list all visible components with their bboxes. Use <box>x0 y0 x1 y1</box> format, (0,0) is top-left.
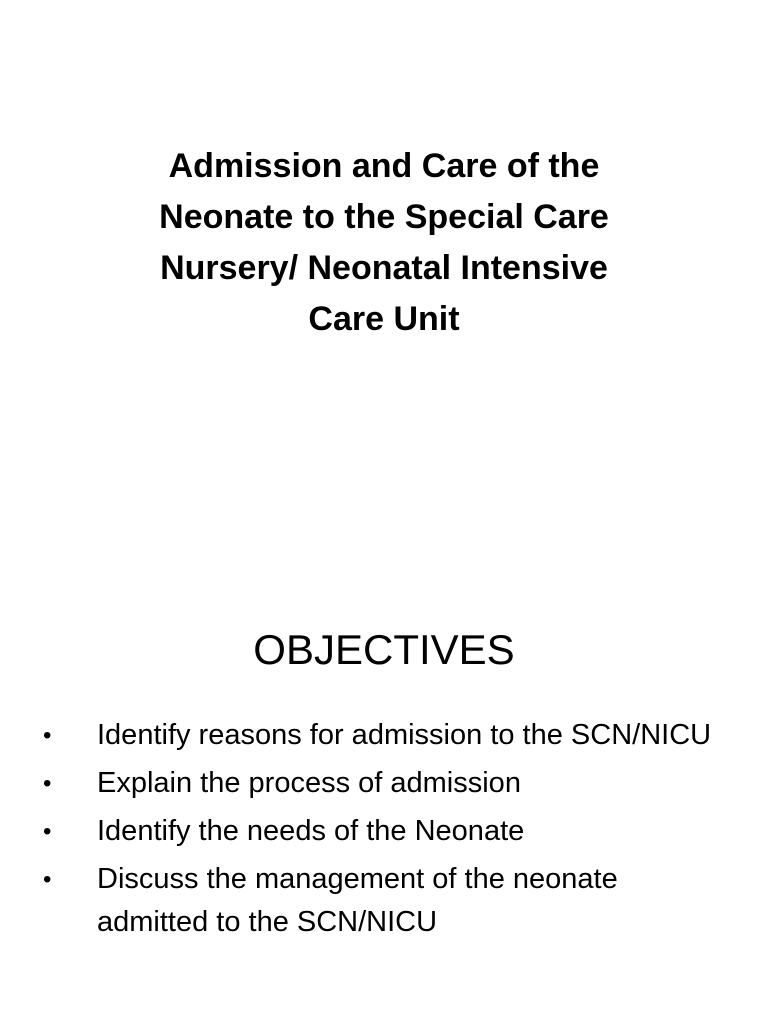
objective-item <box>0 714 768 757</box>
bullet-icon: • <box>43 866 52 893</box>
objective-item <box>0 762 768 805</box>
objectives-heading: OBJECTIVES <box>253 626 515 673</box>
objective-text: Discuss the management of the neonate admitted to the SCN/NICU <box>97 863 618 938</box>
objective-text: Explain the process of admission <box>97 767 521 799</box>
objectives-list <box>0 714 768 949</box>
bullet-icon: • <box>43 818 52 845</box>
title-line: Admission and Care of the <box>168 147 600 185</box>
objectives-slide <box>0 512 768 1024</box>
title-line: Neonate to the Special Care <box>159 198 609 236</box>
objective-text: Identify the needs of the Neonate <box>97 815 525 847</box>
bullet-icon: • <box>43 722 52 749</box>
objective-item <box>0 810 768 853</box>
slide-title <box>64 141 704 345</box>
title-line: Nursery/ Neonatal Intensive <box>160 249 608 287</box>
bullet-icon: • <box>43 770 52 797</box>
objective-text: Identify reasons for admission to the SCN/NICU <box>97 719 712 751</box>
objective-item <box>0 858 768 944</box>
title-line: Care Unit <box>308 300 460 338</box>
